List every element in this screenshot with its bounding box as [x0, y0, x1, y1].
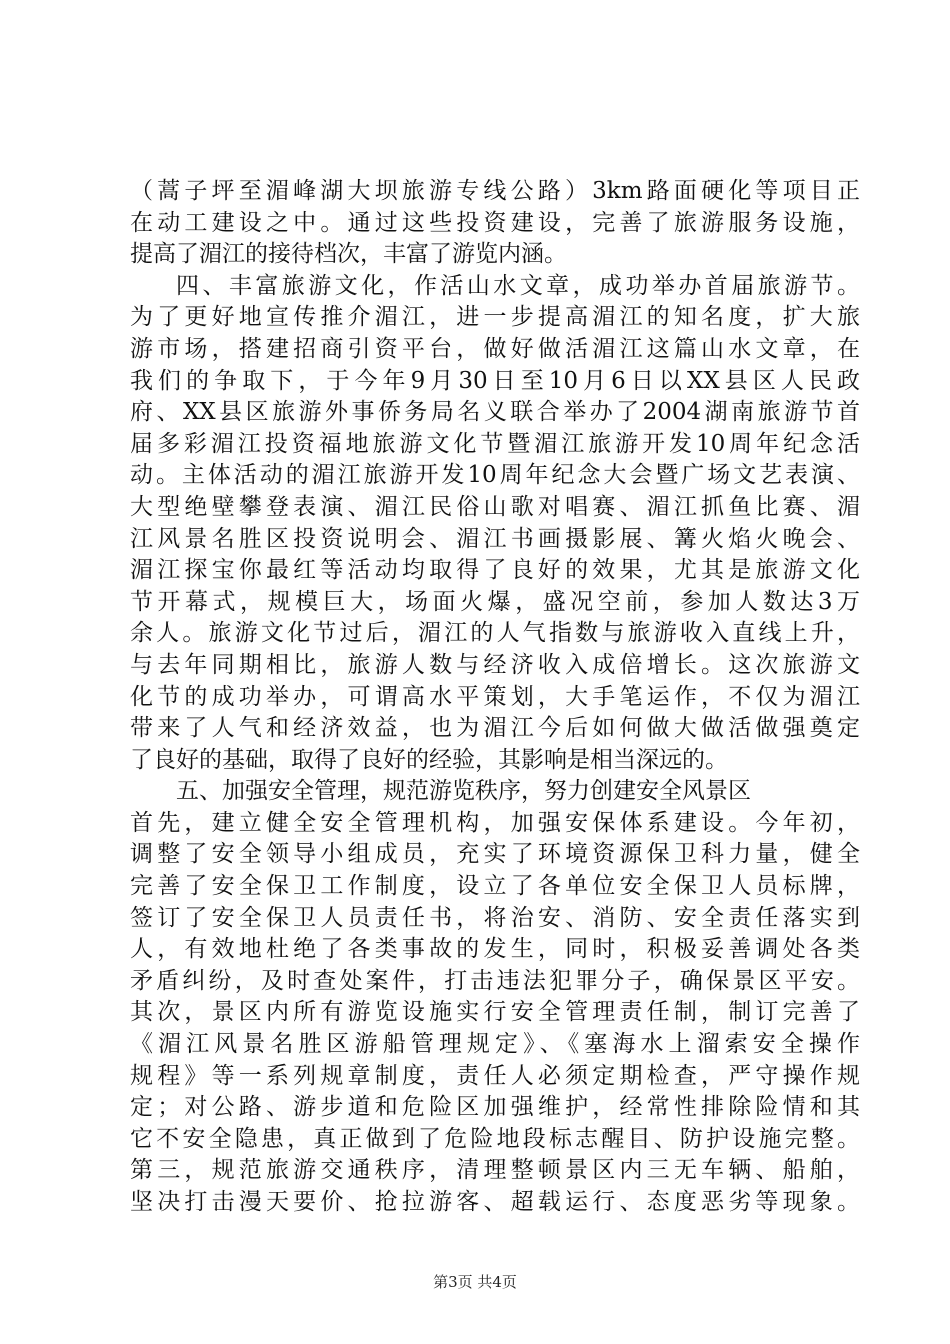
text-line: （蒿子坪至湄峰湖大坝旅游专线公路）3km路面硬化等项目正 — [130, 178, 860, 204]
text-line: 节开幕式，规模巨大，场面火爆，盛况空前，参加人数达3万 — [130, 588, 860, 615]
text-line: 带来了人气和经济效益，也为湄江今后如何做大做活做强奠定 — [130, 715, 860, 742]
text-line: 化节的成功举办，可谓高水平策划，大手笔运作，不仅为湄江 — [130, 683, 860, 710]
text-line: 届多彩湄江投资福地旅游文化节暨湄江旅游开发10周年纪念活 — [130, 430, 860, 457]
text-line: 人，有效地杜绝了各类事故的发生，同时，积极妥善调处各类 — [130, 936, 860, 963]
document-body — [130, 176, 860, 1219]
text-line: 余人。旅游文化节过后，湄江的人气指数与旅游收入直线上升， — [130, 620, 860, 647]
text-line: 为了更好地宣传推介湄江，进一步提高湄江的知名度，扩大旅 — [130, 304, 860, 331]
text-line: 它不安全隐患，真正做到了危险地段标志醒目、防护设施完整。 — [130, 1125, 860, 1152]
text-line: 调整了安全领导小组成员，充实了环境资源保卫科力量，健全 — [130, 841, 860, 868]
text-line: 第三，规范旅游交通秩序，清理整顿景区内三无车辆、船舶， — [130, 1157, 860, 1184]
text-line: 完善了安全保卫工作制度，设立了各单位安全保卫人员标牌， — [130, 873, 860, 900]
text-line: 游市场，搭建招商引资平台，做好做活湄江这篇山水文章，在 — [130, 335, 860, 362]
text-line: 府、XX县区旅游外事侨务局名义联合举办了2004湖南旅游节首 — [130, 399, 860, 426]
text-line: 动。主体活动的湄江旅游开发10周年纪念大会暨广场文艺表演、 — [130, 462, 860, 489]
text-line: 坚决打击漫天要价、抢拉游客、超载运行、态度恶劣等现象。 — [130, 1189, 860, 1215]
text-line: 规程》等一系列规章制度，责任人必须定期检查，严守操作规 — [130, 1062, 860, 1089]
page-footer: 第3页 共4页 — [433, 1273, 517, 1291]
text-line: 在动工建设之中。通过这些投资建设，完善了旅游服务设施， — [130, 209, 860, 236]
text-line: 定；对公路、游步道和危险区加强维护，经常性排除险情和其 — [130, 1094, 860, 1121]
text-line: 其次，景区内所有游览设施实行安全管理责任制，制订完善了 — [130, 999, 860, 1026]
text-line: 大型绝壁攀登表演、湄江民俗山歌对唱赛、湄江抓鱼比赛、湄 — [130, 493, 860, 520]
text-line: 《湄江风景名胜区游船管理规定》、《塞海水上溜索安全操作 — [130, 1031, 860, 1058]
text-line: 湄江探宝你最红等活动均取得了良好的效果，尤其是旅游文化 — [130, 557, 860, 584]
text-line: 江风景名胜区投资说明会、湄江书画摄影展、篝火焰火晚会、 — [130, 525, 860, 552]
text-line: 首先，建立健全安全管理机构，加强安保体系建设。今年初， — [130, 809, 860, 836]
text-line: 与去年同期相比，旅游人数与经济收入成倍增长。这次旅游文 — [130, 651, 860, 678]
text-line: 五、加强安全管理，规范游览秩序，努力创建安全风景区 — [176, 778, 751, 805]
text-line: 签订了安全保卫人员责任书，将治安、消防、安全责任落实到 — [130, 904, 860, 931]
text-line: 提高了湄江的接待档次，丰富了游览内涵。 — [130, 241, 567, 268]
text-line: 矛盾纠纷，及时查处案件，打击违法犯罪分子，确保景区平安。 — [130, 967, 860, 994]
text-line: 我们的争取下，于今年9月30日至10月6日以XX县区人民政 — [130, 367, 860, 394]
text-line: 了良好的基础，取得了良好的经验，其影响是相当深远的。 — [130, 746, 728, 773]
text-line: 四、丰富旅游文化，作活山水文章，成功举办首届旅游节。 — [176, 272, 860, 299]
